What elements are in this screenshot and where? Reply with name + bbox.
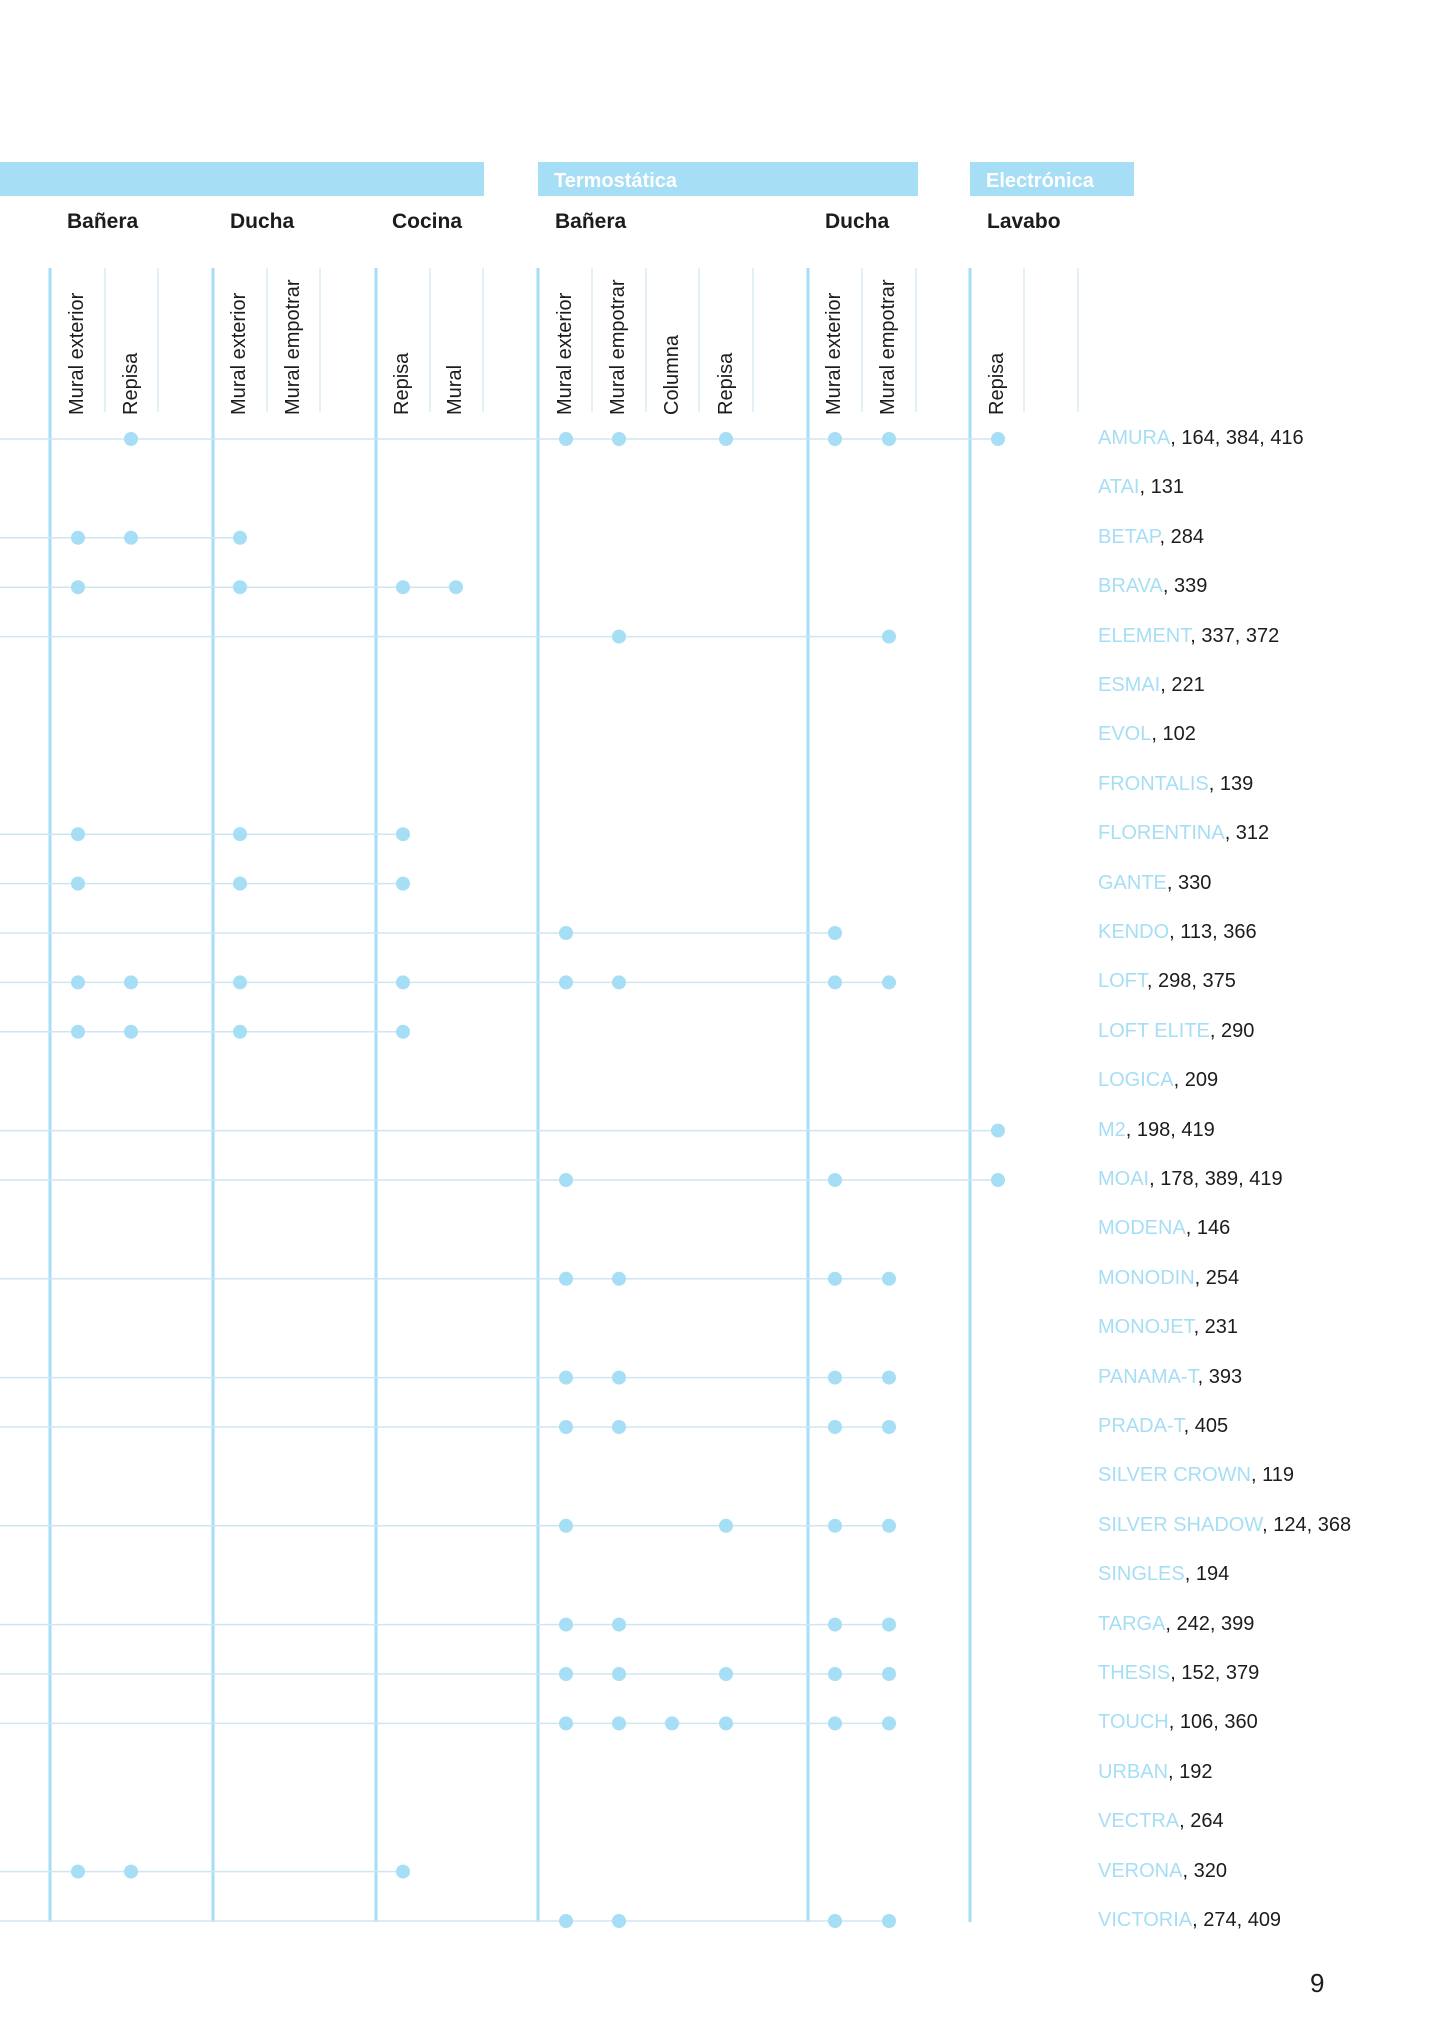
availability-dot bbox=[396, 1025, 410, 1039]
availability-dot bbox=[396, 877, 410, 891]
availability-dot bbox=[828, 1173, 842, 1187]
product-name: FLORENTINA bbox=[1098, 822, 1225, 845]
column-label-termo-banera-mural-empotrar: Mural empotrar bbox=[607, 279, 629, 415]
availability-dot bbox=[612, 1716, 626, 1730]
column-label-termo-banera-repisa: Repisa bbox=[715, 352, 737, 415]
product-pages: , 119 bbox=[1250, 1464, 1294, 1487]
availability-dot bbox=[559, 1618, 573, 1632]
product-pages: , 290 bbox=[1209, 1019, 1255, 1042]
availability-dot bbox=[882, 1519, 896, 1533]
product-name: VECTRA bbox=[1098, 1810, 1180, 1833]
availability-dot bbox=[124, 975, 138, 989]
product-name: PRADA-T bbox=[1098, 1415, 1184, 1437]
product-pages: , 198, 419 bbox=[1125, 1118, 1215, 1141]
page-number: 9 bbox=[1310, 1968, 1325, 1998]
column-label-termo-ducha-mural-exterior: Mural exterior bbox=[823, 292, 845, 415]
product-entry bbox=[1098, 1613, 1254, 1636]
availability-dot bbox=[882, 1914, 896, 1928]
product-pages: , 330 bbox=[1166, 871, 1212, 894]
column-label-banera-repisa: Repisa bbox=[120, 352, 142, 415]
product-pages: , 131 bbox=[1139, 476, 1184, 499]
subgroup-cocina: Cocina bbox=[392, 210, 463, 233]
availability-dot bbox=[396, 580, 410, 594]
product-name: SINGLES bbox=[1098, 1563, 1185, 1586]
product-pages: , 194 bbox=[1184, 1563, 1230, 1586]
product-pages: , 164, 384, 416 bbox=[1170, 427, 1304, 449]
product-pages: , 209 bbox=[1173, 1069, 1219, 1092]
product-entry bbox=[1098, 773, 1253, 796]
product-name: KENDO bbox=[1098, 921, 1170, 943]
product-entry bbox=[1098, 1069, 1218, 1092]
availability-dot bbox=[991, 1124, 1005, 1138]
availability-dot bbox=[828, 1716, 842, 1730]
product-pages: , 192 bbox=[1168, 1760, 1213, 1783]
subgroup-termo-ducha: Ducha bbox=[825, 210, 890, 233]
product-entry bbox=[1098, 1020, 1254, 1043]
product-name: THESIS bbox=[1098, 1662, 1171, 1684]
product-entry bbox=[1098, 872, 1211, 895]
subgroup-termo-banera: Bañera bbox=[555, 210, 627, 233]
availability-dot bbox=[71, 1865, 85, 1879]
group-band-electronica: Electrónica bbox=[970, 162, 1134, 196]
product-entry bbox=[1098, 1267, 1239, 1290]
product-pages: , 337, 372 bbox=[1190, 624, 1280, 647]
availability-dot bbox=[612, 975, 626, 989]
availability-dot bbox=[71, 580, 85, 594]
product-entry bbox=[1098, 1563, 1229, 1586]
product-name: PANAMA-T bbox=[1098, 1365, 1198, 1388]
availability-dot bbox=[828, 1914, 842, 1928]
availability-dot bbox=[124, 432, 138, 446]
product-entry bbox=[1098, 723, 1196, 746]
product-name: BETAP bbox=[1098, 525, 1160, 548]
product-pages: , 124, 368 bbox=[1262, 1513, 1352, 1536]
availability-dot bbox=[719, 1667, 733, 1681]
product-entry bbox=[1098, 625, 1279, 648]
product-pages: , 264 bbox=[1179, 1810, 1224, 1833]
availability-dot bbox=[882, 975, 896, 989]
product-name: VERONA bbox=[1098, 1859, 1183, 1882]
availability-dot bbox=[882, 1716, 896, 1730]
product-pages: , 254 bbox=[1194, 1266, 1240, 1289]
product-pages: , 221 bbox=[1160, 674, 1205, 696]
product-name: URBAN bbox=[1098, 1760, 1169, 1783]
availability-dot bbox=[612, 1420, 626, 1434]
product-pages: , 106, 360 bbox=[1168, 1711, 1258, 1734]
product-name: LOFT ELITE bbox=[1098, 1019, 1210, 1042]
product-entry bbox=[1098, 1909, 1281, 1932]
column-label-ducha-mural-empotrar: Mural empotrar bbox=[282, 279, 304, 415]
availability-dot bbox=[559, 1420, 573, 1434]
product-name: AMURA bbox=[1098, 427, 1171, 449]
availability-dot bbox=[124, 1865, 138, 1879]
product-name: LOFT bbox=[1098, 970, 1147, 993]
product-entry bbox=[1098, 822, 1269, 845]
availability-dot bbox=[882, 432, 896, 446]
availability-dot bbox=[71, 827, 85, 841]
availability-dot bbox=[719, 1716, 733, 1730]
product-name: MONODIN bbox=[1098, 1266, 1195, 1289]
product-name: ELEMENT bbox=[1098, 624, 1191, 647]
availability-dot bbox=[882, 1420, 896, 1434]
product-pages: , 284 bbox=[1159, 525, 1204, 548]
availability-dot bbox=[882, 1618, 896, 1632]
availability-dot bbox=[882, 1371, 896, 1385]
availability-dot bbox=[233, 1025, 247, 1039]
availability-dot bbox=[665, 1716, 679, 1730]
subgroup-banera: Bañera bbox=[67, 210, 139, 233]
availability-dot bbox=[991, 1173, 1005, 1187]
availability-dot bbox=[124, 531, 138, 545]
product-entry bbox=[1098, 526, 1204, 549]
availability-dot bbox=[559, 926, 573, 940]
availability-dot bbox=[233, 827, 247, 841]
product-pages: , 312 bbox=[1224, 822, 1270, 845]
availability-dot bbox=[612, 1618, 626, 1632]
product-name: EVOL bbox=[1098, 723, 1152, 746]
product-pages: , 152, 379 bbox=[1170, 1662, 1260, 1684]
availability-dot bbox=[828, 1667, 842, 1681]
product-pages: , 146 bbox=[1185, 1217, 1231, 1240]
product-entry bbox=[1098, 1761, 1213, 1784]
availability-dot bbox=[559, 432, 573, 446]
availability-dot bbox=[719, 432, 733, 446]
product-name: GANTE bbox=[1098, 871, 1167, 894]
availability-dot bbox=[882, 630, 896, 644]
product-entry bbox=[1098, 1464, 1294, 1487]
product-pages: , 393 bbox=[1197, 1365, 1243, 1388]
availability-dot bbox=[991, 432, 1005, 446]
product-entry bbox=[1098, 1711, 1258, 1734]
availability-dot bbox=[124, 1025, 138, 1039]
product-name: VICTORIA bbox=[1098, 1909, 1193, 1931]
availability-dot bbox=[612, 630, 626, 644]
product-name: MOAI bbox=[1098, 1168, 1150, 1190]
column-label-cocina-mural: Mural bbox=[444, 364, 466, 415]
product-entry bbox=[1098, 427, 1304, 450]
availability-dot bbox=[233, 877, 247, 891]
product-entry bbox=[1098, 1514, 1351, 1537]
product-pages: , 242, 399 bbox=[1165, 1612, 1255, 1635]
availability-dot bbox=[396, 1865, 410, 1879]
product-entry bbox=[1098, 1860, 1227, 1883]
availability-dot bbox=[559, 1173, 573, 1187]
availability-dot bbox=[612, 1914, 626, 1928]
product-name: FRONTALIS bbox=[1098, 772, 1209, 795]
availability-dot bbox=[828, 1420, 842, 1434]
availability-dot bbox=[828, 926, 842, 940]
product-pages: , 231 bbox=[1193, 1316, 1239, 1339]
availability-dot bbox=[612, 432, 626, 446]
product-pages: , 298, 375 bbox=[1146, 970, 1236, 993]
availability-dot bbox=[559, 1272, 573, 1286]
availability-dot bbox=[719, 1519, 733, 1533]
product-entry bbox=[1098, 674, 1205, 697]
product-name: MONOJET bbox=[1098, 1316, 1194, 1339]
product-entry bbox=[1098, 575, 1207, 598]
product-pages: , 405 bbox=[1183, 1415, 1229, 1437]
product-pages: , 102 bbox=[1151, 723, 1196, 746]
availability-dot bbox=[882, 1272, 896, 1286]
availability-dot bbox=[396, 975, 410, 989]
product-entry bbox=[1098, 476, 1184, 499]
availability-dot bbox=[559, 1519, 573, 1533]
availability-dot bbox=[233, 580, 247, 594]
availability-dot bbox=[71, 877, 85, 891]
availability-dot bbox=[559, 975, 573, 989]
availability-dot bbox=[559, 1667, 573, 1681]
product-entry bbox=[1098, 1366, 1242, 1389]
column-label-termo-banera-columna: Columna bbox=[661, 334, 683, 415]
availability-dot bbox=[612, 1667, 626, 1681]
product-pages: , 139 bbox=[1208, 772, 1254, 795]
availability-dot bbox=[882, 1667, 896, 1681]
product-name: ESMAI bbox=[1098, 674, 1161, 696]
group-band-termostatica: Termostática bbox=[538, 162, 918, 196]
availability-dot bbox=[828, 432, 842, 446]
product-name: ATAI bbox=[1098, 476, 1140, 499]
product-name: BRAVA bbox=[1098, 575, 1163, 598]
product-entry bbox=[1098, 921, 1257, 944]
product-entry bbox=[1098, 1168, 1283, 1191]
availability-dot bbox=[559, 1716, 573, 1730]
availability-dot bbox=[612, 1371, 626, 1385]
product-entry bbox=[1098, 970, 1236, 993]
availability-dot bbox=[612, 1272, 626, 1286]
subgroup-lavabo: Lavabo bbox=[987, 210, 1061, 233]
subgroup-ducha: Ducha bbox=[230, 210, 295, 233]
product-name: SILVER CROWN bbox=[1098, 1464, 1251, 1487]
product-entry bbox=[1098, 1810, 1224, 1833]
availability-dot bbox=[828, 975, 842, 989]
product-name: TOUCH bbox=[1098, 1711, 1169, 1734]
availability-dot bbox=[449, 580, 463, 594]
product-name: LOGICA bbox=[1098, 1069, 1174, 1092]
availability-dot bbox=[71, 1025, 85, 1039]
product-entry bbox=[1098, 1415, 1228, 1438]
product-name: M2 bbox=[1098, 1118, 1126, 1141]
availability-dot bbox=[828, 1272, 842, 1286]
column-label-termo-ducha-mural-empotrar: Mural empotrar bbox=[877, 279, 899, 415]
availability-dot bbox=[828, 1618, 842, 1632]
availability-dot bbox=[233, 975, 247, 989]
product-entry bbox=[1098, 1662, 1259, 1685]
availability-dot bbox=[559, 1914, 573, 1928]
availability-dot bbox=[71, 975, 85, 989]
product-name: MODENA bbox=[1098, 1217, 1186, 1240]
availability-dot bbox=[71, 531, 85, 545]
column-label-lavabo-repisa: Repisa bbox=[986, 352, 1008, 415]
availability-dot bbox=[559, 1371, 573, 1385]
column-label-ducha-mural-exterior: Mural exterior bbox=[228, 292, 250, 415]
product-pages: , 320 bbox=[1182, 1859, 1227, 1882]
product-pages: , 113, 366 bbox=[1169, 921, 1257, 943]
column-label-termo-banera-mural-exterior: Mural exterior bbox=[554, 292, 576, 415]
product-pages: , 274, 409 bbox=[1192, 1909, 1282, 1931]
availability-dot bbox=[396, 827, 410, 841]
product-entry bbox=[1098, 1119, 1215, 1142]
availability-dot bbox=[828, 1519, 842, 1533]
product-name: TARGA bbox=[1098, 1612, 1166, 1635]
availability-dot bbox=[233, 531, 247, 545]
product-pages: , 339 bbox=[1162, 575, 1208, 598]
availability-dot bbox=[828, 1371, 842, 1385]
product-entry bbox=[1098, 1316, 1238, 1339]
product-entry bbox=[1098, 1217, 1230, 1240]
product-name: SILVER SHADOW bbox=[1098, 1513, 1263, 1536]
column-label-cocina-repisa: Repisa bbox=[391, 352, 413, 415]
column-label-banera-mural-exterior: Mural exterior bbox=[66, 292, 88, 415]
product-pages: , 178, 389, 419 bbox=[1149, 1168, 1283, 1190]
